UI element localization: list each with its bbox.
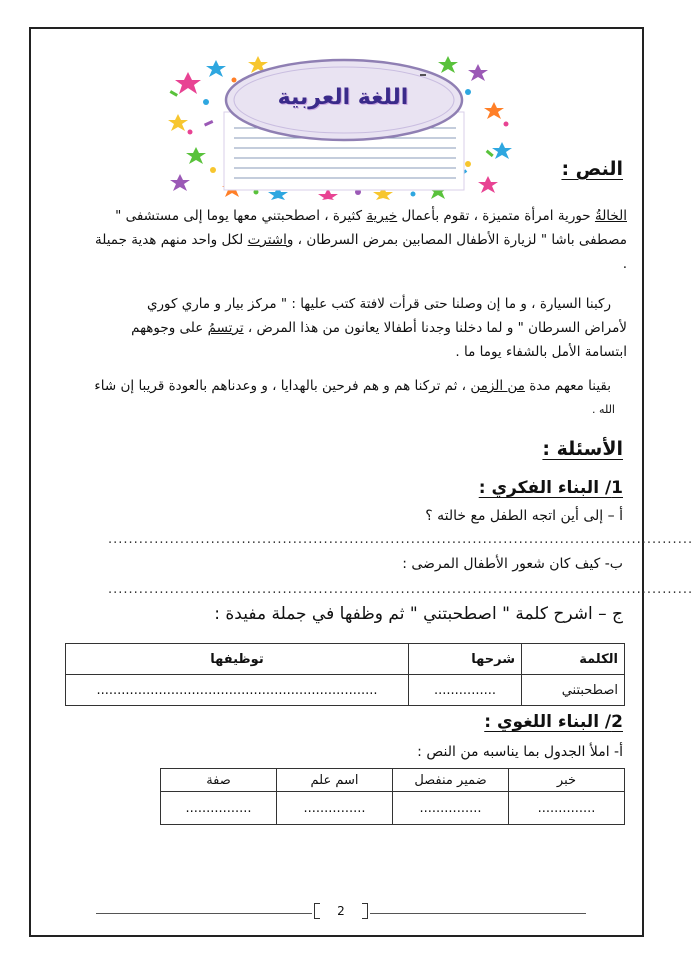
paragraph-2-line-1: ركبنا السيارة ، و ما إن وصلنا حتى قرأت لافتة كتب عليها : " مركز بيار و ماري كوري xyxy=(146,296,611,312)
table-header-cell: ضمير منفصل xyxy=(393,769,509,792)
table-header-row xyxy=(161,769,625,792)
table-header-cell: اسم علم xyxy=(277,769,393,792)
paragraph-1-line-2 xyxy=(47,228,627,252)
section-2-heading: 2/ البناء اللغوي : xyxy=(484,712,623,732)
table-row xyxy=(161,792,625,825)
text-heading: النص : xyxy=(561,158,623,180)
page-number: 2 xyxy=(337,904,345,918)
question-c: ج – اشرح كلمة " اصطحبتني " ثم وظفها في جملة مفيدة : xyxy=(214,604,623,624)
answer-line-b[interactable]: .................................................................................................................. xyxy=(108,582,693,597)
paragraph-1 xyxy=(47,204,627,276)
table-cell[interactable]: ............... xyxy=(277,792,393,825)
text-run: ، ثم تركنا هم و هم فرحين بالهدايا ، و وعدناهم بالعودة قريبا إن شاء xyxy=(94,378,471,394)
text-run: على وجوههم xyxy=(131,320,208,336)
table-cell-usage[interactable]: .................................................................... xyxy=(66,675,409,706)
paragraph-2-line-2 xyxy=(47,316,627,340)
table-header-cell: توظيفها xyxy=(66,644,409,675)
underlined-word: ترتسمُ xyxy=(207,320,244,336)
grammar-table xyxy=(160,768,625,825)
paragraph-3 xyxy=(43,374,623,422)
table-header-cell: الكلمة xyxy=(522,644,625,675)
vocab-table xyxy=(65,643,625,706)
table-cell-explanation[interactable]: ............... xyxy=(409,675,522,706)
underlined-word: اشترت xyxy=(247,232,287,248)
footer-bracket-right xyxy=(362,903,368,919)
page-title: اللغة العربية xyxy=(277,85,409,110)
paragraph-1-line-3: . xyxy=(622,256,627,272)
table-header-row xyxy=(66,644,625,675)
paragraph-3-line-2: الله . xyxy=(592,403,615,416)
text-run: بقينا معهم مدة xyxy=(524,378,611,394)
questions-heading: الأسئلة : xyxy=(542,438,623,460)
table-cell[interactable]: ............... xyxy=(393,792,509,825)
section-1-heading: 1/ البناء الفكري : xyxy=(478,478,623,498)
question-b: ب- كيف كان شعور الأطفال المرضى : xyxy=(402,556,623,572)
title-banner xyxy=(168,52,516,200)
text-run: مصطفى باشا " لزيارة الأطفال المصابين بمرض السرطان ، و xyxy=(286,232,627,248)
text-run: لكل واحد منهم هدية جميلة xyxy=(94,232,248,248)
table-header-cell: صفة xyxy=(161,769,277,792)
table-cell[interactable]: ................ xyxy=(161,792,277,825)
table-header-cell: خبر xyxy=(509,769,625,792)
underlined-word: الخالةُ xyxy=(594,208,627,224)
text-run: كثيرة ، اصطحبتني معها يوما إلى مستشفى " xyxy=(115,208,367,224)
table-cell[interactable]: .............. xyxy=(509,792,625,825)
paragraph-2-line-3: ابتسامة الأمل بالشفاء يوما ما . xyxy=(455,344,627,360)
paragraph-3-line-1 xyxy=(43,374,623,398)
table-row xyxy=(66,675,625,706)
footer-rule-left xyxy=(96,913,312,914)
underlined-word: من الزمن xyxy=(470,378,525,394)
table-cell-word: اصطحبتني xyxy=(522,675,625,706)
table-header-cell: شرحها xyxy=(409,644,522,675)
question-2a: أ- املأ الجدول بما يناسبه من النص : xyxy=(417,744,623,760)
question-a: أ – إلى أين اتجه الطفل مع خالته ؟ xyxy=(425,508,623,524)
paragraph-2 xyxy=(47,292,627,364)
paragraph-1-line-1 xyxy=(47,204,627,228)
answer-line-a[interactable]: .................................................................................................................. xyxy=(108,532,693,547)
text-run: لأمراض السرطان " و لما دخلنا وجدنا أطفالا يعانون من هذا المرض ، xyxy=(243,320,627,336)
underlined-word: خيرية xyxy=(366,208,398,224)
text-run: حورية امرأة متميزة ، تقوم بأعمال xyxy=(397,208,595,224)
footer-rule-right xyxy=(370,913,586,914)
